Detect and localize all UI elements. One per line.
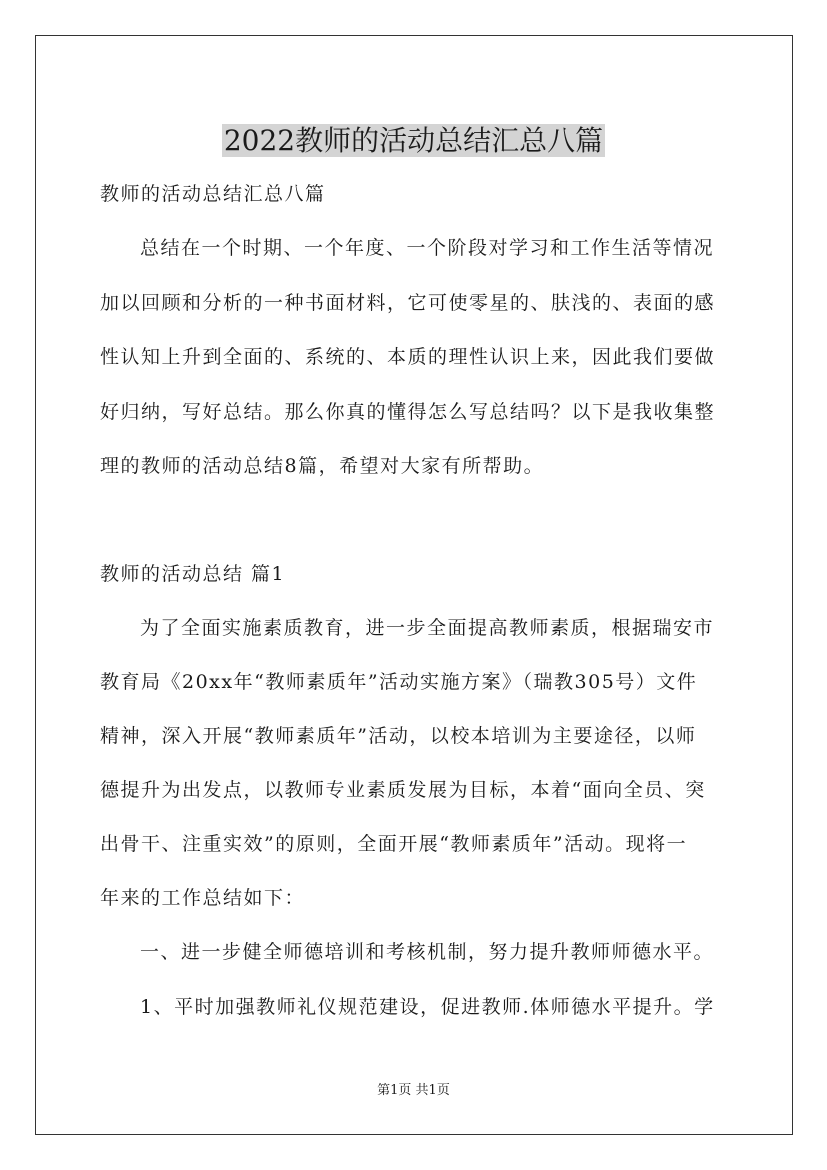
document-subtitle: 教师的活动总结汇总八篇 xyxy=(100,183,326,205)
body-line: 1、平时加强教师礼仪规范建设，促进教师.体师德水平提升。学 xyxy=(140,996,715,1018)
body-line: 德提升为出发点，以教师专业素质发展为目标，本着“面向全员、突 xyxy=(100,779,706,801)
body-line: 年来的工作总结如下： xyxy=(100,887,306,909)
intro-line: 加以回顾和分析的一种书面材料，它可使零星的、肤浅的、表面的感 xyxy=(100,292,716,314)
section-heading: 教师的活动总结 篇1 xyxy=(100,563,286,585)
body-line: 出骨干、注重实效”的原则，全面开展“教师素质年”活动。现将一 xyxy=(100,833,688,855)
body-line: 教育局《20xx年“教师素质年”活动实施方案》（瑞教305号）文件 xyxy=(100,671,698,693)
body-line: 精神，深入开展“教师素质年”活动，以校本培训为主要途径，以师 xyxy=(100,725,697,747)
body-line: 一、进一步健全师德培训和考核机制，努力提升教师师德水平。 xyxy=(140,941,715,963)
body-line: 为了全面实施素质教育，进一步全面提高教师素质，根据瑞安市 xyxy=(140,617,715,639)
intro-line: 理的教师的活动总结8篇，希望对大家有所帮助。 xyxy=(100,455,545,477)
intro-line: 总结在一个时期、一个年度、一个阶段对学习和工作生活等情况 xyxy=(140,237,715,259)
document-title: 2022教师的活动总结汇总八篇 xyxy=(223,123,604,157)
intro-line: 性认知上升到全面的、系统的、本质的理性认识上来，因此我们要做 xyxy=(100,346,716,368)
intro-line: 好归纳，写好总结。那么你真的懂得怎么写总结吗？以下是我收集整 xyxy=(100,401,716,423)
page-footer: 第1页 共1页 xyxy=(377,1083,450,1098)
